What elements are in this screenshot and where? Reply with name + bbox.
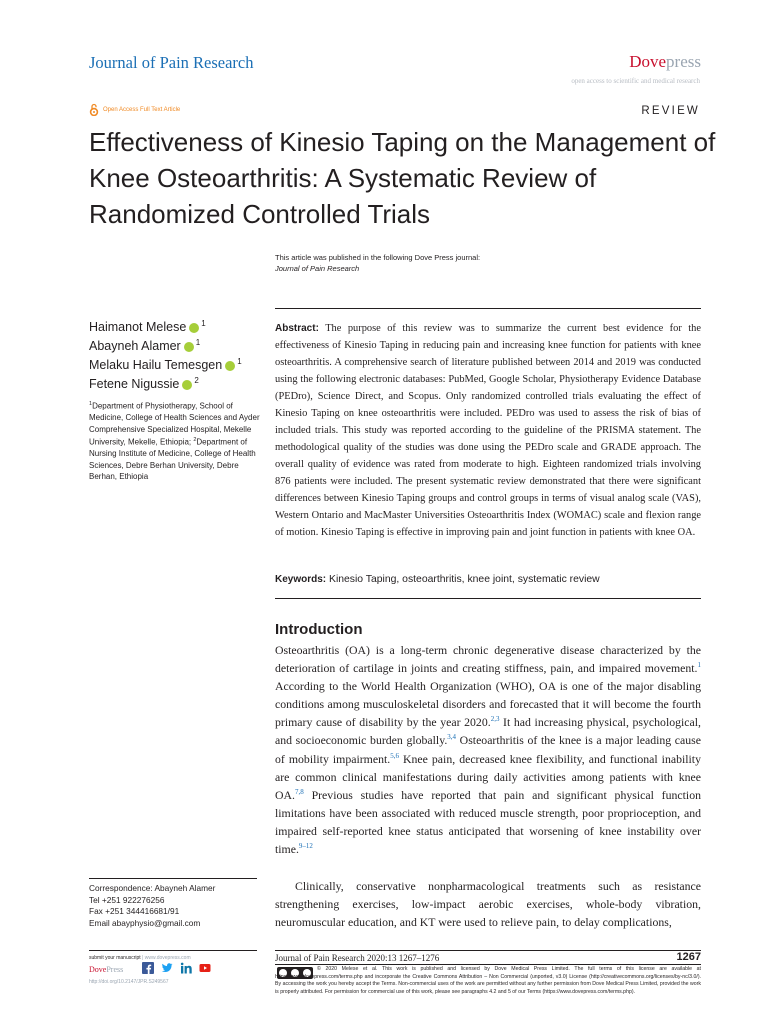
abstract-label: Abstract: <box>275 323 319 334</box>
correspondence-email[interactable]: Email abayphysio@gmail.com <box>89 917 201 928</box>
body-text: It had increasing physical, psychological, and socioeconomic burden globally. <box>275 715 701 748</box>
abstract <box>275 320 701 541</box>
footer-logo-dove: Dove <box>89 965 107 974</box>
publication-note-journal[interactable]: Journal of Pain Research <box>275 264 360 273</box>
license-text: © 2020 Melese et al. This work is published and licensed by Dove Medical Press Limited. The full terms of this license are available at https://www.dovepress.com/terms.php and incorporate the Creative Commons Attribution – Non Commercial (unported, v3.0) License (http://creativecommons.org/licenses/by-nc/3.0/). By accessing the work you hereby accept the Terms. Non-commercial uses of the work are permitted without any further permission from Dove Medical Press Limited, provided the work is properly attributed. For permission for commercial use of this work, please see paragraphs 4.2 and 5 of our Terms (https://www.dovepress.com/terms.php). <box>275 966 701 995</box>
page-number: 1267 <box>676 951 701 963</box>
submit-label: submit your manuscript <box>89 955 141 961</box>
orcid-icon[interactable] <box>189 323 199 333</box>
correspondence-author: Correspondence: Abayneh Alamer <box>89 883 216 893</box>
open-access-label: Open Access Full Text Article <box>103 106 181 113</box>
divider <box>275 950 701 951</box>
citation-link[interactable]: 7,8 <box>295 787 304 796</box>
correspondence-tel: Tel +251 922276256 <box>89 894 165 905</box>
article-type-label: REVIEW <box>641 105 700 117</box>
affiliation-number: 2 <box>193 437 197 444</box>
citation-link[interactable]: 9–12 <box>298 842 313 851</box>
affiliation-text: Department of Physiotherapy, School of Medicine, College of Health Sciences and Ayder Comprehensive Specialized Hospital, Mekelle University, Mekelle, Ethiopia; <box>89 401 260 447</box>
author-name[interactable]: Haimanot Melese <box>89 320 187 334</box>
author-affiliation-mark: 1 <box>237 357 242 366</box>
footer-dovepress-logo[interactable] <box>89 965 123 974</box>
author-name[interactable]: Abayneh Alamer <box>89 339 181 353</box>
citation-link[interactable]: 5,6 <box>390 751 399 760</box>
open-access-lock-icon <box>89 103 99 116</box>
doi-link[interactable]: http://doi.org/10.2147/JPR.S249567 <box>89 979 169 985</box>
body-text: Osteoarthritis of the knee is a major leading cause of mobility impairment. <box>275 733 701 766</box>
author-list <box>89 318 242 394</box>
orcid-icon[interactable] <box>184 342 194 352</box>
correspondence <box>89 883 269 929</box>
publication-note <box>275 252 480 274</box>
linkedin-icon[interactable] <box>180 962 192 974</box>
publication-note-line: This article was published in the following Dove Press journal: <box>275 253 481 262</box>
footer-logo-press: Press <box>106 965 124 974</box>
author <box>89 356 242 375</box>
keywords-text: Kinesio Taping, osteoarthritis, knee joint, systematic review <box>326 574 600 585</box>
open-access-badge <box>89 103 180 116</box>
author <box>89 318 242 337</box>
section-heading: Introduction <box>275 621 363 638</box>
intro-paragraph: Clinically, conservative nonpharmacological treatments such as resistance strengthening exercises, low-impact aerobic exercises, whole-body vibration, neuromuscular education, and KT were used to relieve pain, to delay complications, <box>275 879 701 930</box>
publisher-tagline: open access to scientific and medical research <box>571 77 700 85</box>
author <box>89 375 242 394</box>
youtube-icon[interactable] <box>199 962 211 974</box>
affiliation-number: 1 <box>89 401 93 407</box>
author <box>89 337 242 356</box>
facebook-icon[interactable] <box>142 962 154 974</box>
citation-link[interactable]: 1 <box>697 661 701 670</box>
submit-manuscript-link[interactable] <box>89 955 191 961</box>
logo-press-text: press <box>666 52 701 71</box>
body-text: Knee pain, decreased knee flexibility, and functional inability are common clinical manifestations during daily activities among patients with knee OA. <box>275 751 701 802</box>
keywords <box>275 571 701 588</box>
divider <box>275 598 701 599</box>
body-text: Osteoarthritis (OA) is a long-term chronic degenerative disease characterized by the deterioration of cartilage in joints and creating stiffness, pain, and impaired movement. <box>275 643 701 676</box>
journal-title[interactable]: Journal of Pain Research <box>89 53 254 72</box>
intro-paragraph <box>275 641 701 858</box>
affiliations <box>89 399 267 483</box>
citation-link[interactable]: 2,3 <box>490 715 500 724</box>
submit-url: | www.dovepress.com <box>140 955 191 961</box>
orcid-icon[interactable] <box>225 361 235 371</box>
author-name[interactable]: Fetene Nigussie <box>89 377 180 391</box>
orcid-icon[interactable] <box>182 380 192 390</box>
keywords-label: Keywords: <box>275 574 327 585</box>
author-affiliation-mark: 1 <box>201 319 206 328</box>
correspondence-fax: Fax +251 344416681/91 <box>89 906 180 916</box>
logo-dove-text: Dove <box>629 52 667 71</box>
citation-link[interactable]: 3,4 <box>447 733 457 742</box>
body-text: According to the World Health Organization (WHO), OA is one of the major disabling conditions among musculoskeletal disorders and forecasted that it will become the fourth primary cause of disability by the year 2020. <box>275 679 701 730</box>
divider <box>275 308 701 309</box>
author-affiliation-mark: 2 <box>194 376 199 385</box>
article-title: Effectiveness of Kinesio Taping on the Management of Knee Osteoarthritis: A Systematic Review of Randomized Controlled Trials <box>89 127 716 229</box>
journal-citation: Journal of Pain Research 2020:13 1267–1276 <box>275 953 440 963</box>
divider <box>275 964 701 965</box>
body-text: Previous studies have reported that pain and significant physical function limitations have been associated with reduced muscle strength, poor proprioception, and impaired self-reported knee status anticipated that worsening of knee instability over time. <box>275 787 701 857</box>
author-name[interactable]: Melaku Hailu Temesgen <box>89 358 223 372</box>
divider <box>89 950 257 951</box>
social-links <box>142 962 211 974</box>
twitter-icon[interactable] <box>161 962 173 974</box>
divider <box>89 878 257 879</box>
dovepress-logo[interactable] <box>629 52 701 72</box>
author-affiliation-mark: 1 <box>195 338 201 347</box>
abstract-text: The purpose of this review was to summarize the current best evidence for the effectiveness of Kinesio Taping in reducing pain and increasing knee function for patients with knee osteoarthritis. A comprehensive search of literature published between 2014 and 2019 was conducted using the following electronic databases: PubMed, Google Scholar, Physiotherapy Evidence Database (PEDro), Science Direct, and Scopus. Only randomized controlled trials evaluating the effect of Kinesio Taping on knee osteoarthritis were included. PEDro was used to assess the risk of bias of included trials. This study was reported according to the guideline of the PRISMA statement. The methodological quality of the studies was done using the PEDro scale and GRADE approach. The overall quality of evidence was rated from moderate to high. Eighteen randomized trials involving 876 patients were included. The present systematic review demonstrated that there were significant differences between Kinesio Taping groups and control groups in terms of visual analog scale (VAS), Western Ontario and MacMaster Universities Osteoarthritis Index (WOMAC) scale and flexion range of motion. Kinesio Taping is effective in improving pain and joint function in patients with knee OA. <box>275 323 701 538</box>
affiliation-text: Department of Nursing Institute of Medicine, College of Health Sciences, Debre Berhan University, Debre Berhan, Ethiopia <box>89 437 256 482</box>
